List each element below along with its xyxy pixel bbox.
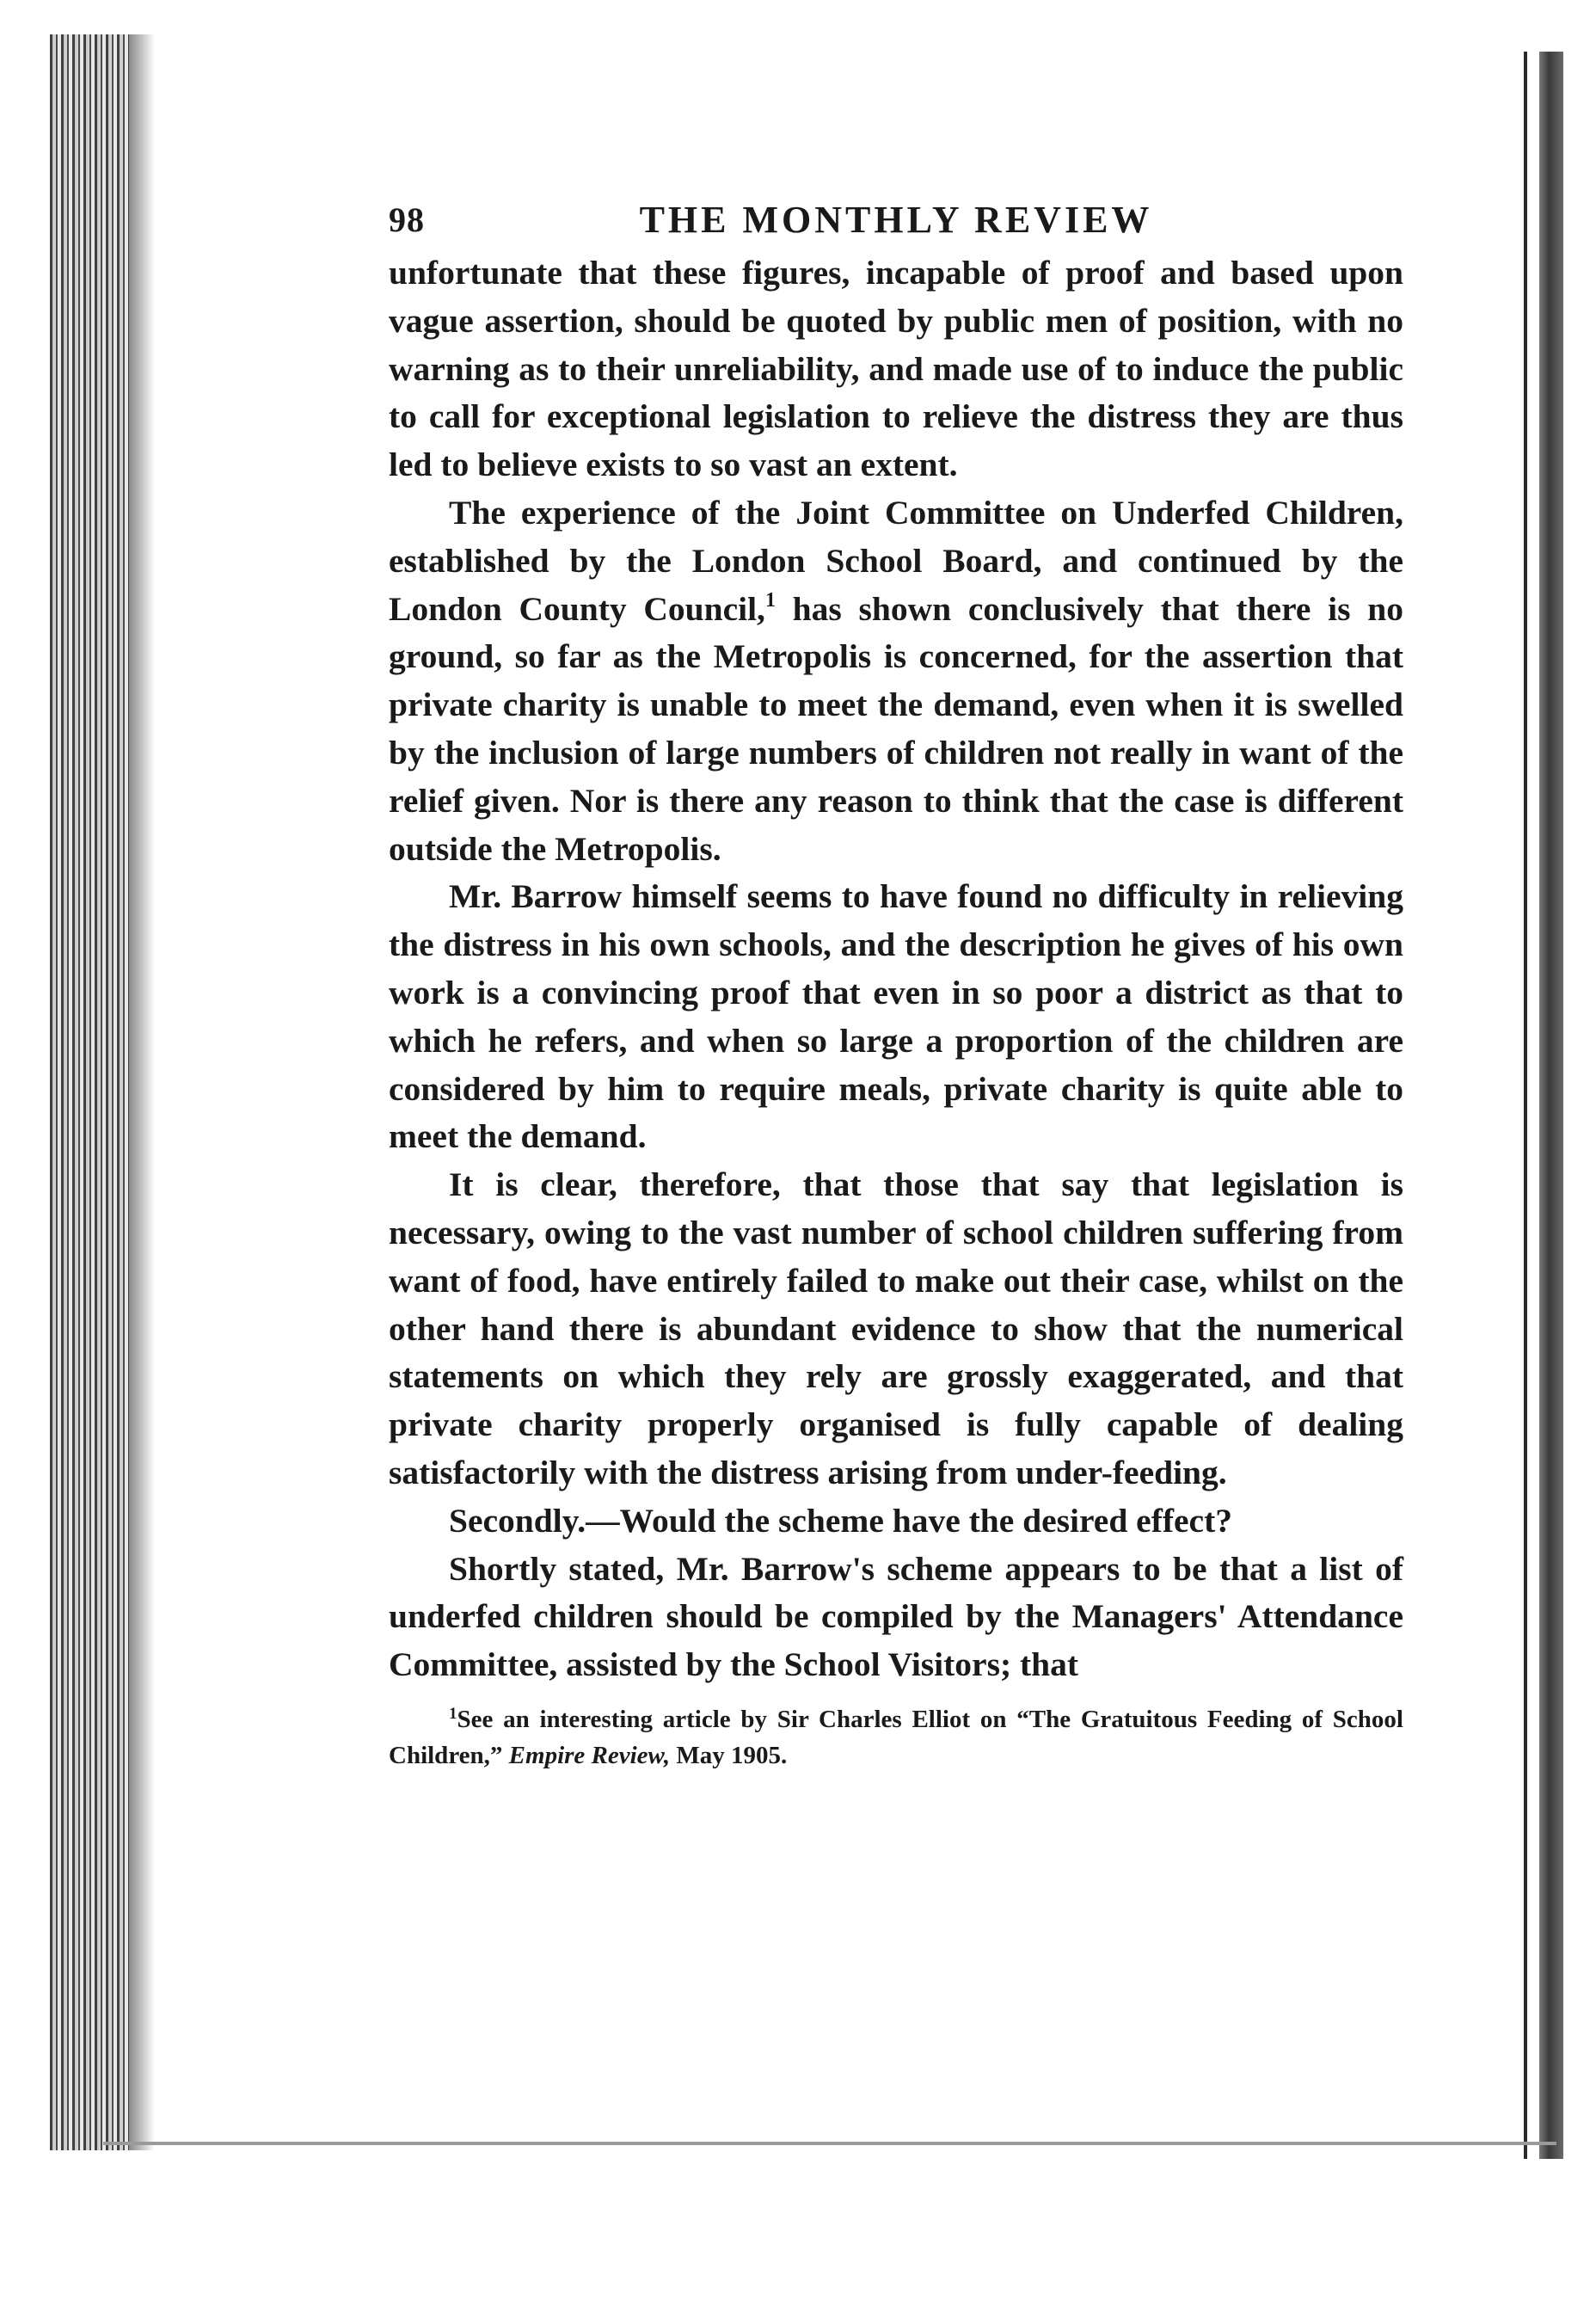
footnote-journal-title: Empire Review,: [508, 1741, 671, 1769]
paragraph-text: has shown conclusively that there is no ground, so far as the Metropolis is concerned, for the assertion that private charity is unable to meet the demand, even when it is swelled by the inclusion of large numbers of children not really in want of the relief given. Nor is there any reason to think that the case is different outside the Metropolis.: [389, 589, 1403, 868]
paragraph-conclusion: It is clear, therefore, that those that say that legislation is necessary, owing to the vast number of school children suffering from want of food, have entirely failed to make out their case, whilst on the other hand there is abundant evidence to show that the numerical statements on which they rely are grossly exaggerated, and that private charity properly organised is fully capable of dealing satisfactorily with the distress arising from under-feeding.: [389, 1165, 1403, 1491]
paragraph-continuation: unfortunate that these figures, incapable of proof and based upon vague assertion, should be quoted by public men of position, with no warning as to their unreliability, and made use of to induce the public to call for exceptional legislation to relieve the distress they are thus led to believe exists to so vast an extent.: [389, 254, 1403, 484]
paragraph-scheme: Shortly stated, Mr. Barrow's scheme appears to be that a list of underfed children should be compiled by the Managers' Attendance Committee, assisted by the School Visitors; that: [389, 1549, 1403, 1684]
page-content: [389, 189, 1403, 1774]
footnote-mark: 1: [449, 1704, 457, 1723]
body-text: [389, 249, 1403, 1689]
running-head: THE MONTHLY REVIEW: [639, 199, 1153, 241]
page-edge-right-line: [1524, 52, 1527, 2159]
page-edge-shadow: [129, 34, 155, 2150]
paragraph-mr-barrow: Mr. Barrow himself seems to have found no difficulty in relieving the distress in his own schools, and the description he gives of his own work is a convincing proof that even in so poor a district as that to which he refers, and when so large a proportion of the children are considered by him to require meals, private charity is quite able to meet the demand.: [389, 877, 1403, 1156]
page-header: [389, 189, 1403, 249]
page-edge-bottom: [103, 2142, 1556, 2145]
footnote-text: See an interesting article by Sir Charles Elliot on “The Gratuitous Feeding of School Children,”: [389, 1705, 1403, 1769]
page-edge-right: [1539, 52, 1563, 2159]
paragraph-joint-committee: [389, 489, 1403, 873]
paragraph-text: The experience of the Joint Committee on Underfed Children, established by the London School Board, and continued by the London County Council,: [389, 493, 1403, 628]
footnote: [389, 1701, 1403, 1774]
page-number: 98: [389, 200, 425, 239]
paragraph-secondly: Secondly.—Would the scheme have the desired effect?: [449, 1501, 1232, 1540]
footnote-text-end: May 1905.: [670, 1741, 788, 1769]
footnote-reference: 1: [764, 588, 776, 612]
